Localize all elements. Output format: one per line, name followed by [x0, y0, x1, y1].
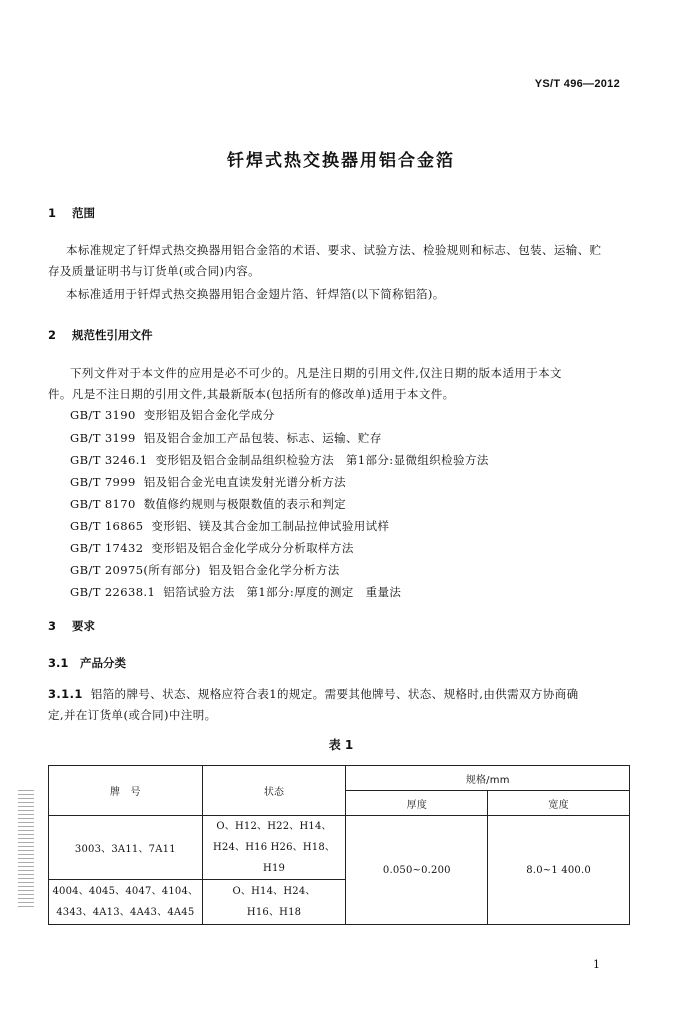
temper-line: O、H12、H22、H14、 [216, 821, 332, 832]
reference-code: GB/T 17432 [70, 541, 144, 555]
reference-item [70, 516, 389, 537]
reference-title: 数值修约规则与极限数值的表示和判定 [143, 497, 347, 511]
reference-item [70, 450, 489, 471]
document-title: 钎焊式热交换器用铝合金箔 [227, 151, 455, 171]
header-spec: 规格/mm [346, 766, 630, 791]
section-number: 3 [48, 619, 57, 633]
reference-title: 铝箔试验方法 第1部分:厚度的测定 重量法 [163, 585, 402, 599]
table-cell-temper [202, 880, 346, 925]
temper-line: H24、H16 H26、H18、H19 [212, 842, 336, 874]
section-title: 要求 [72, 619, 96, 633]
reference-title: 铝及铝合金加工产品包装、标志、运输、贮存 [143, 431, 382, 445]
temper-line: H16、H18 [246, 907, 302, 918]
reference-title: 变形铝及铝合金化学成分分析取样方法 [151, 541, 354, 555]
reference-item [70, 428, 382, 449]
grade-line: 4004、4045、4047、4104、 [52, 886, 199, 897]
reference-code: GB/T 3199 [70, 431, 136, 445]
table-caption: 表 1 [328, 738, 354, 752]
reference-item [70, 582, 401, 603]
reference-code: GB/T 3246.1 [70, 453, 148, 467]
reference-item [70, 472, 346, 493]
reference-code: GB/T 7999 [70, 475, 136, 489]
header-grade: 牌 号 [49, 766, 203, 816]
table-cell-grade [49, 880, 203, 925]
spec-table [48, 765, 630, 925]
table-cell-thickness: 0.050~0.200 [346, 816, 488, 925]
table-cell-grade: 3003、3A11、7A11 [49, 816, 203, 880]
section-title: 规范性引用文件 [72, 328, 153, 342]
reference-title: 铝及铝合金化学分析方法 [208, 563, 340, 577]
section-number: 1 [48, 206, 57, 220]
section-2-heading [48, 327, 153, 343]
reference-code: GB/T 20975(所有部分) [70, 563, 201, 577]
clause-3-1-1-line1 [48, 684, 579, 705]
section-1-para1-line1: 本标准规定了钎焊式热交换器用铝合金箔的术语、要求、试验方法、检验规则和标志、包装、运输、贮 [66, 243, 602, 257]
reference-code: GB/T 22638.1 [70, 585, 156, 599]
section-2-intro-line2: 件。凡是不注日期的引用文件,其最新版本(包括所有的修改单)适用于本文件。 [48, 387, 455, 401]
grade-line: 4343、4A13、4A43、4A45 [56, 907, 195, 918]
section-number: 2 [48, 328, 57, 342]
temper-line: O、H14、H24、 [232, 886, 316, 897]
subsection-3-1-heading [48, 655, 126, 671]
clause-text: 铝箔的牌号、状态、规格应符合表1的规定。需要其他牌号、状态、规格时,由供需双方协商确 [90, 687, 579, 701]
header-temper: 状态 [202, 766, 346, 816]
table-cell-width: 8.0~1 400.0 [488, 816, 630, 925]
reference-title: 变形铝及铝合金化学成分 [143, 408, 275, 422]
header-width: 宽度 [488, 791, 630, 816]
section-1-para1-line2: 存及质量证明书与订货单(或合同)内容。 [48, 264, 261, 278]
section-title: 范围 [72, 206, 96, 220]
section-1-para2: 本标准适用于钎焊式热交换器用铝合金翅片箔、钎焊箔(以下简称铝箔)。 [66, 287, 445, 301]
reference-title: 变形铝及铝合金制品组织检验方法 第1部分:显微组织检验方法 [155, 453, 489, 467]
page-number: 1 [593, 958, 600, 971]
reference-item [70, 538, 354, 559]
clause-number: 3.1.1 [48, 687, 83, 701]
table-cell-temper [202, 816, 346, 880]
reference-item [70, 560, 340, 581]
section-3-heading [48, 618, 95, 634]
reference-title: 铝及铝合金光电直读发射光谱分析方法 [143, 475, 347, 489]
clause-3-1-1-line2: 定,并在订货单(或合同)中注明。 [48, 708, 217, 722]
reference-code: GB/T 8170 [70, 497, 136, 511]
scan-edge-noise [18, 790, 34, 910]
subsection-number: 3.1 [48, 656, 69, 670]
section-1-heading [48, 205, 95, 221]
reference-item [70, 405, 275, 426]
reference-code: GB/T 3190 [70, 408, 136, 422]
reference-title: 变形铝、镁及其合金加工制品拉伸试验用试样 [151, 519, 390, 533]
section-2-intro-line1: 下列文件对于本文件的应用是必不可少的。凡是注日期的引用文件,仅注日期的版本适用于本文 [70, 366, 562, 380]
subsection-title: 产品分类 [80, 656, 127, 670]
reference-code: GB/T 16865 [70, 519, 144, 533]
header-thickness: 厚度 [346, 791, 488, 816]
standard-code: YS/T 496—2012 [534, 78, 620, 90]
reference-item [70, 494, 346, 515]
